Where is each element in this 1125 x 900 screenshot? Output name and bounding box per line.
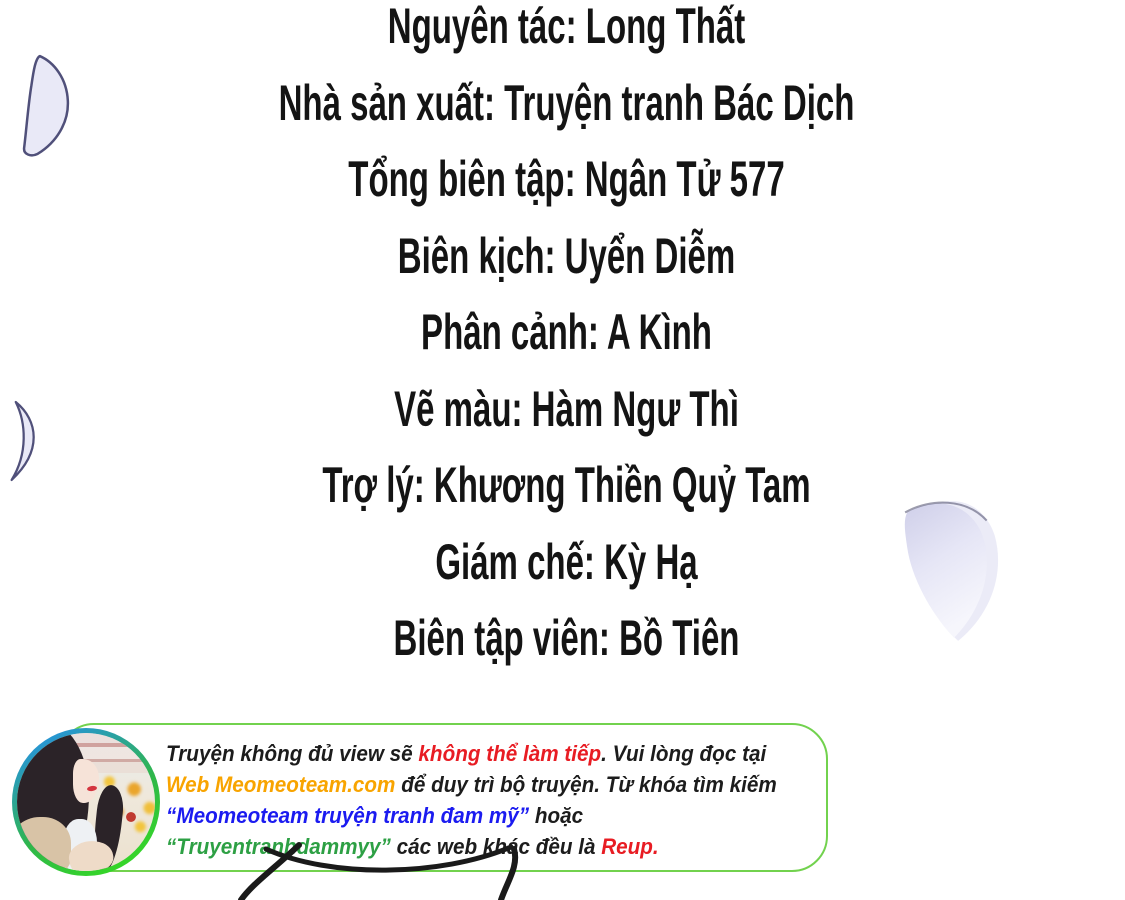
credit-line-assistant: Trợ lý: Khương Thiền Quỷ Tam [322,457,811,513]
banner-line1-warning-text: không thể làm tiếp [418,741,602,766]
credit-line-screenwriter: Biên kịch: Uyển Diễm [397,227,736,284]
translator-notice-banner [58,723,828,872]
banner-line1-text-2: . Vui lòng đọc tại [601,741,767,766]
banner-text-block [166,738,777,862]
avatar-ring [12,728,160,876]
credit-line-editor: Biên tập viên: Bồ Tiên [393,610,740,666]
banner-line3-text: hoặc [529,803,584,828]
credit-line-chief-editor: Tổng biên tập: Ngân Tử 577 [348,151,785,207]
avatar-photo-face [73,759,99,803]
banner-line-1 [166,738,777,769]
credit-line-producer: Nhà sản xuất: Truyện tranh Bác Dịch [278,74,855,131]
credit-line-storyboard: Phân cảnh: A Kình [421,304,712,360]
banner-search-keyword-2: “Truyentranhdammyy” [166,834,391,859]
banner-reup-warning: Reup. [601,834,659,859]
petal-decoration-mid-left-icon [4,400,48,482]
petal-decoration-top-left-icon [14,54,78,158]
banner-search-keyword-1: “Meomeoteam truyện tranh đam mỹ” [166,803,530,828]
avatar-photo-sleeve [17,817,71,871]
banner-website-name: Web Meomeoteam.com [166,772,396,797]
credit-line-supervisor: Giám chế: Kỳ Hạ [435,533,698,590]
banner-line2-text: để duy trì bộ truyện. Từ khóa tìm kiếm [395,772,777,797]
avatar [17,733,155,871]
credit-line-colorist: Vẽ màu: Hàm Ngư Thì [394,380,739,437]
banner-line4-text: các web khác đều là [390,834,602,859]
banner-line1-text: Truyện không đủ view sẽ [166,741,419,766]
banner-line-2 [166,769,777,800]
petal-decoration-right-icon [894,490,1008,648]
banner-line-4 [166,831,777,862]
banner-line-3 [166,800,777,831]
avatar-photo-red-flower [125,811,137,823]
credit-line-original-author: Nguyên tác: Long Thất [387,0,746,54]
